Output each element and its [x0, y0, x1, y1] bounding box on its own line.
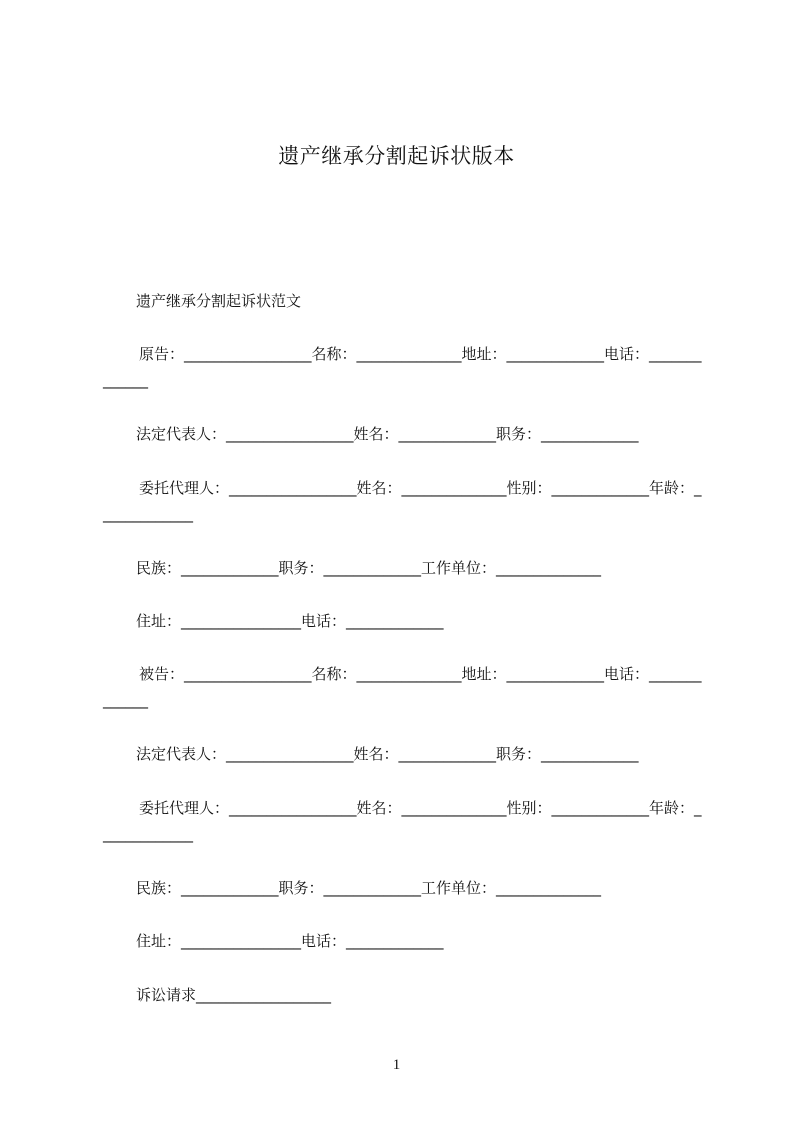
document-subtitle: 遗产继承分割起诉状范文: [136, 292, 302, 310]
plaintiff-legal-rep-line: 法定代表人：_________________姓名：_____________职务：_____________: [136, 425, 639, 443]
plaintiff-agent-line: 委托代理人：_________________姓名：______________性别：_____________年龄：_____________: [103, 479, 702, 523]
claims-line: 诉讼请求__________________: [136, 986, 332, 1004]
page-number: 1: [392, 1057, 401, 1073]
defendant-line: 被告：_________________名称：______________地址：_____________电话：_____________: [103, 665, 702, 709]
defendant-legal-rep-line: 法定代表人：_________________姓名：_____________职务：_____________: [136, 745, 639, 763]
defendant-agent-line: 委托代理人：_________________姓名：______________性别：_____________年龄：_____________: [103, 799, 702, 843]
document-title: 遗产继承分割起诉状版本: [278, 144, 515, 168]
plaintiff-line: 原告：_________________名称：______________地址：_____________电话：_____________: [103, 345, 702, 389]
plaintiff-ethnicity-line: 民族：_____________职务：_____________工作单位：______________: [136, 559, 602, 577]
plaintiff-address-line: 住址：________________电话：_____________: [136, 612, 444, 630]
defendant-ethnicity-line: 民族：_____________职务：_____________工作单位：______________: [136, 879, 602, 897]
defendant-address-line: 住址：________________电话：_____________: [136, 932, 444, 950]
